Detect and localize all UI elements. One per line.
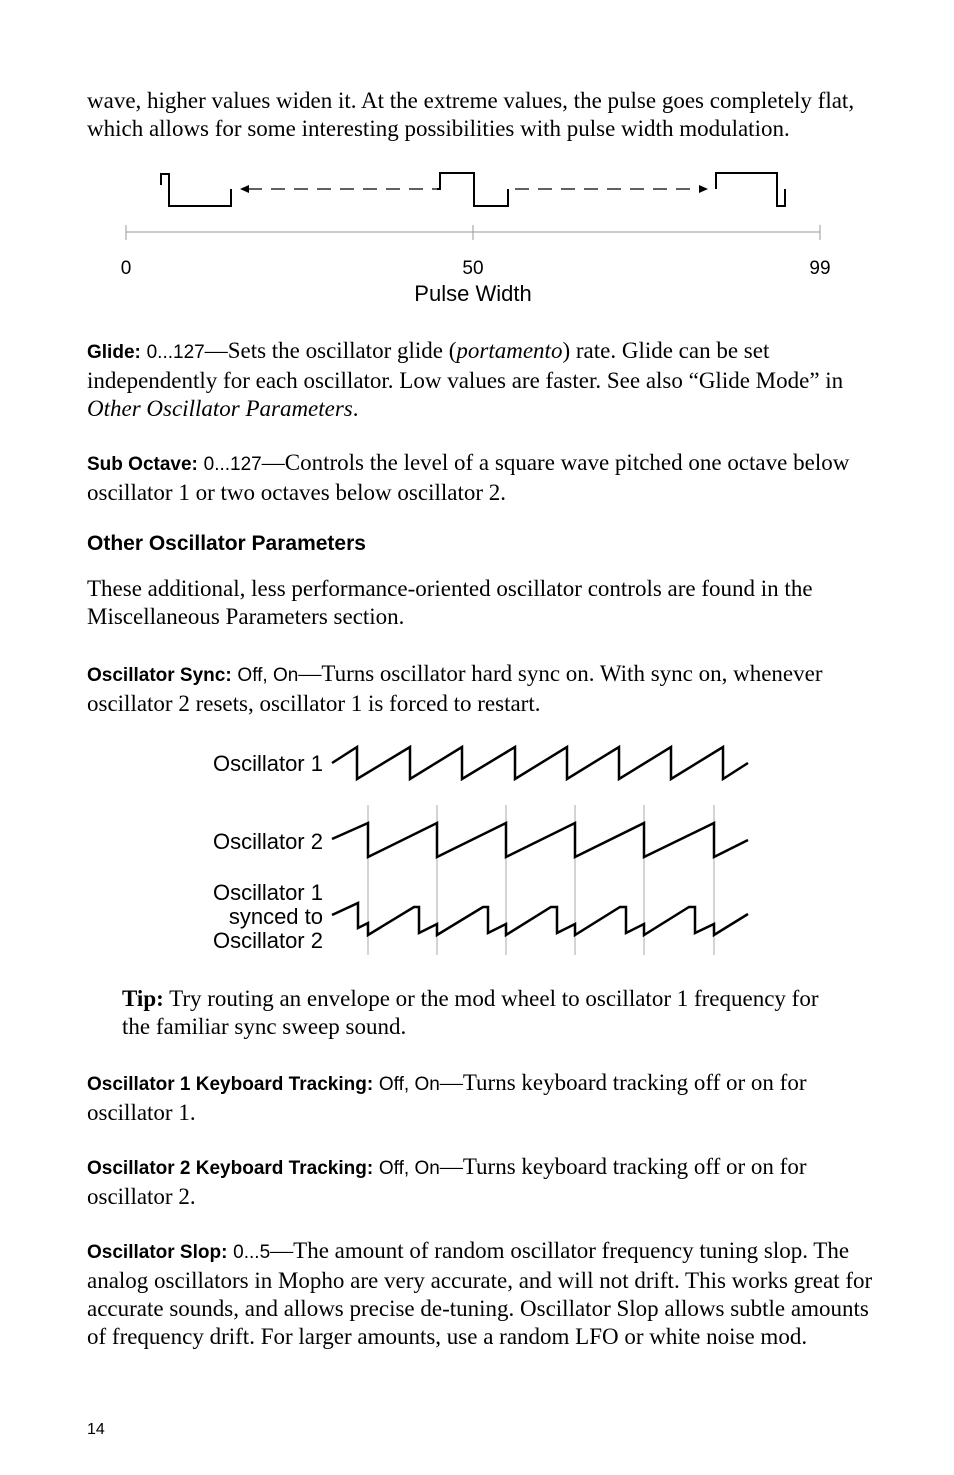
tick-label-99: 99 — [809, 258, 831, 279]
section-intro — [87, 575, 887, 631]
arrow-right-head — [699, 185, 708, 193]
osc-sync-text: —Turns oscillator hard sync on. With sync on, whenever oscillator 2 resets, oscillator 1 is forced to restart. — [87, 661, 823, 716]
synced-waveform — [332, 903, 748, 935]
sub-octave-range: 0...127 — [203, 454, 262, 475]
pulse-wide — [716, 173, 785, 206]
osc-sync-range: Off, On — [237, 665, 299, 686]
osc2-kbd-range: Off, On — [378, 1158, 440, 1179]
osc1-kbd-label: Oscillator 1 Keyboard Tracking: — [87, 1074, 374, 1095]
label-synced-3: Oscillator 2 — [212, 928, 323, 953]
label-osc1: Oscillator 1 — [212, 751, 323, 776]
glide-text-italic2: Other Oscillator Parameters — [87, 396, 353, 421]
osc-slop-paragraph — [87, 1237, 887, 1351]
section-intro-text: These additional, less performance-oriented oscillator controls are found in the Miscellaneous Parameters section. — [87, 576, 813, 629]
label-synced-1: Oscillator 1 — [212, 880, 323, 905]
osc-slop-text: —The amount of random oscillator frequency tuning slop. The analog oscillators in Mopho are very accurate, and will not drift. This works great for accurate sounds, and allows precise de-tuning. Oscillator Slop allows subtle amounts of frequency drift. For larger amounts, use a random LFO or white noise mod. — [87, 1238, 873, 1349]
tip-label: Tip: — [122, 986, 164, 1011]
sub-octave-paragraph — [87, 449, 887, 507]
osc2-kbd-text: —Turns keyboard tracking off or on for oscillator 2. — [87, 1154, 807, 1209]
osc-sync-label: Oscillator Sync: — [87, 665, 232, 686]
pulse-narrow — [161, 174, 231, 206]
glide-label: Glide: — [87, 342, 141, 363]
glide-text-a: —Sets the oscillator glide ( — [204, 338, 457, 363]
page-number: 14 — [87, 1421, 105, 1438]
osc-slop-range: 0...5 — [233, 1242, 271, 1263]
osc-slop-label: Oscillator Slop: — [87, 1242, 228, 1263]
osc2-waveform — [332, 823, 748, 857]
intro-text: wave, higher values widen it. At the extreme values, the pulse goes completely flat, which allows for some interesting possibilities with pulse width modulation. — [87, 88, 855, 141]
glide-text-c: . — [352, 396, 359, 421]
tick-label-50: 50 — [462, 258, 484, 279]
label-synced-2: synced to — [228, 904, 323, 929]
osc1-kbd-paragraph — [87, 1069, 887, 1127]
glide-range: 0...127 — [146, 342, 205, 363]
arrow-left-head — [240, 185, 249, 193]
pulse-axis-title: Pulse Width — [414, 281, 532, 305]
osc1-kbd-range: Off, On — [378, 1074, 440, 1095]
label-osc2: Oscillator 2 — [212, 829, 323, 854]
tip-paragraph — [122, 985, 842, 1041]
glide-paragraph — [87, 337, 887, 423]
section-heading: Other Oscillator Parameters — [87, 532, 366, 555]
pulse-square — [437, 173, 508, 206]
osc2-kbd-paragraph — [87, 1153, 887, 1211]
pulse-width-figure — [0, 165, 954, 305]
osc-sync-paragraph — [87, 660, 887, 718]
sub-octave-label: Sub Octave: — [87, 454, 198, 475]
osc1-waveform — [332, 747, 748, 779]
intro-paragraph — [87, 87, 887, 143]
tick-label-0: 0 — [120, 258, 132, 279]
sync-figure — [0, 735, 954, 960]
sub-octave-text: —Controls the level of a square wave pitched one octave below oscillator 1 or two octaves below oscillator 2. — [87, 450, 850, 505]
glide-text-b: ) rate. Glide can be set independently for each oscillator. Low values are faster. See also “Glide Mode” in — [87, 338, 844, 393]
osc2-kbd-label: Oscillator 2 Keyboard Tracking: — [87, 1158, 374, 1179]
glide-text-italic: portamento — [456, 338, 563, 363]
tip-text: Try routing an envelope or the mod wheel to oscillator 1 frequency for the familiar sync sweep sound. — [122, 986, 819, 1039]
osc1-kbd-text: —Turns keyboard tracking off or on for oscillator 1. — [87, 1070, 807, 1125]
